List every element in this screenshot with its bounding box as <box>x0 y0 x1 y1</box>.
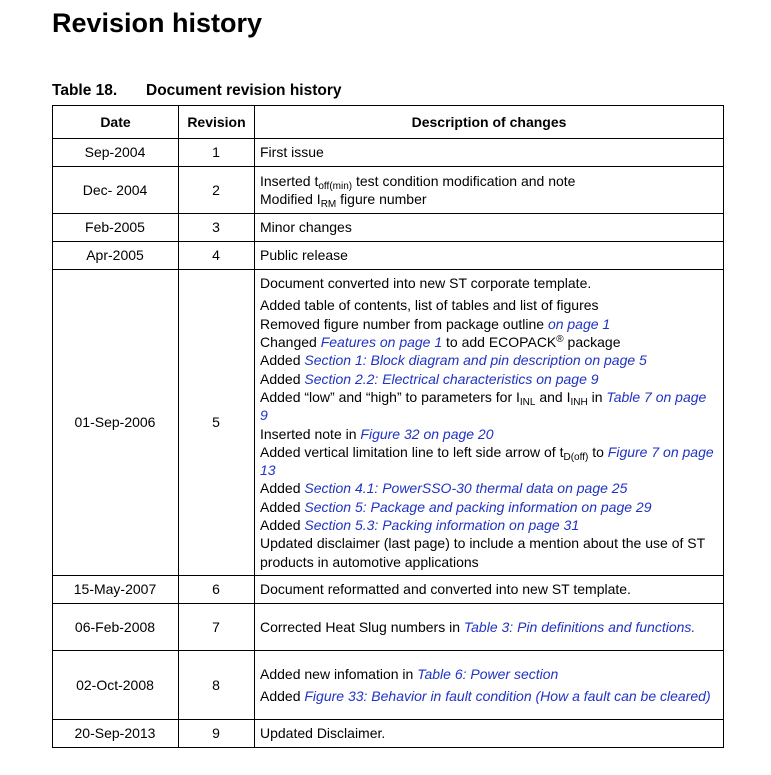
revision-description <box>255 242 724 270</box>
change-text: and I <box>535 388 571 405</box>
table-row <box>53 242 724 270</box>
change-text: Updated Disclaimer. <box>260 725 386 742</box>
revision-number: 8 <box>179 651 255 720</box>
change-text: in <box>587 388 607 405</box>
table-row <box>53 214 724 242</box>
revision-description <box>255 167 724 214</box>
cross-reference-link[interactable]: Table 7 on page 9 <box>260 388 707 424</box>
subscript-text: off(min) <box>318 180 353 192</box>
change-text: to <box>588 443 608 460</box>
change-item <box>260 425 717 443</box>
change-text: Document converted into new ST corporate template. <box>260 275 592 292</box>
table-row <box>53 720 724 748</box>
cross-reference-link[interactable]: on page 1 <box>547 315 611 332</box>
superscript-text: ® <box>556 334 564 346</box>
change-text: First issue <box>260 144 324 161</box>
change-item <box>260 618 717 636</box>
subscript-text: INH <box>570 396 588 408</box>
change-item <box>260 143 717 161</box>
change-text: Added <box>260 498 305 515</box>
revision-number: 7 <box>179 604 255 651</box>
revision-date: Apr-2005 <box>53 242 179 270</box>
change-item <box>260 218 717 236</box>
change-text: Modified I <box>260 191 321 207</box>
revision-description <box>255 720 724 748</box>
revision-number: 9 <box>179 720 255 748</box>
revision-number: 6 <box>179 576 255 604</box>
change-text: Added vertical limitation line to left side arrow of t <box>260 443 564 460</box>
page-title: Revision history <box>52 8 263 38</box>
cross-reference-link[interactable]: Table 6: Power section <box>417 665 559 682</box>
change-text: Added <box>260 370 305 387</box>
change-item <box>260 190 717 208</box>
change-text: to add ECOPACK <box>442 334 557 351</box>
revision-date: Feb-2005 <box>53 214 179 242</box>
change-item <box>260 580 717 598</box>
change-text: Public release <box>260 247 348 264</box>
change-item <box>260 274 717 292</box>
subscript-text: INL <box>519 396 536 408</box>
change-text: Changed <box>260 334 321 351</box>
revision-date: 20-Sep-2013 <box>53 720 179 748</box>
change-text: Added table of contents, list of tables and list of figures <box>260 297 599 314</box>
table-row <box>53 270 724 576</box>
change-text: Added <box>260 516 305 533</box>
change-text: Document reformatted and converted into new ST template. <box>260 581 631 598</box>
revision-number: 4 <box>179 242 255 270</box>
header-date: Date <box>53 106 179 139</box>
revision-description <box>255 214 724 242</box>
header-description: Description of changes <box>255 106 724 139</box>
revision-description <box>255 651 724 720</box>
table-body <box>53 139 724 748</box>
change-text: test condition modification and note <box>352 172 576 189</box>
change-text: Removed figure number from package outline <box>260 315 548 332</box>
change-item <box>260 498 717 516</box>
change-text: Added <box>260 352 305 369</box>
revision-description <box>255 139 724 167</box>
revision-date: 01-Sep-2006 <box>53 270 179 576</box>
cross-reference-link[interactable]: Section 2.2: Electrical characteristics on page 9 <box>304 370 599 387</box>
revision-date: Sep-2004 <box>53 139 179 167</box>
change-text: Added “low” and “high” to parameters for I <box>260 388 520 405</box>
revision-history-table <box>52 105 724 748</box>
table-caption <box>52 82 342 100</box>
change-item <box>260 479 717 497</box>
revision-date: 02-Oct-2008 <box>53 651 179 720</box>
revision-number: 2 <box>179 167 255 214</box>
table-number: Table 18. <box>52 82 118 99</box>
change-item <box>260 687 717 705</box>
change-text: Inserted t <box>260 172 319 189</box>
change-item <box>260 534 717 571</box>
revision-date: 06-Feb-2008 <box>53 604 179 651</box>
table-row <box>53 139 724 167</box>
revision-date: 15-May-2007 <box>53 576 179 604</box>
change-text: Minor changes <box>260 219 352 236</box>
subscript-text: D(off) <box>563 451 589 463</box>
cross-reference-link[interactable]: Section 5: Package and packing information on page 29 <box>304 498 652 515</box>
cross-reference-link[interactable]: Features on page 1 <box>320 334 443 351</box>
change-item <box>260 246 717 264</box>
table-row <box>53 604 724 651</box>
change-item <box>260 388 717 425</box>
cross-reference-link[interactable]: Figure 7 on page 13 <box>260 443 714 479</box>
revision-description <box>255 604 724 651</box>
change-item <box>260 315 717 333</box>
change-text: figure number <box>336 191 427 207</box>
change-item <box>260 172 717 190</box>
cross-reference-link[interactable]: Figure 33: Behavior in fault condition (How a fault can be cleared) <box>304 688 711 704</box>
revision-date: Dec- 2004 <box>53 167 179 214</box>
table-row <box>53 576 724 604</box>
revision-number: 3 <box>179 214 255 242</box>
change-item <box>260 724 717 742</box>
change-text: Added <box>260 688 305 704</box>
table-row <box>53 167 724 214</box>
revision-description <box>255 270 724 576</box>
change-text: Added new infomation in <box>260 665 418 682</box>
change-item <box>260 333 717 351</box>
change-text: Inserted note in <box>260 425 361 442</box>
header-revision: Revision <box>179 106 255 139</box>
change-text: Corrected Heat Slug numbers in <box>260 618 464 635</box>
table-header-row <box>53 106 724 139</box>
change-text: package <box>563 334 621 351</box>
change-text: Updated disclaimer (last page) to include a mention about the use of ST products in automotive applications <box>260 535 705 570</box>
change-item <box>260 351 717 369</box>
subscript-text: RM <box>320 199 337 210</box>
revision-number: 1 <box>179 139 255 167</box>
revision-number: 5 <box>179 270 255 576</box>
change-item <box>260 443 717 480</box>
table-row <box>53 651 724 720</box>
cross-reference-link[interactable]: Figure 32 on page 20 <box>360 425 494 442</box>
cross-reference-link[interactable]: Section 5.3: Packing information on page 31 <box>304 516 580 533</box>
change-item <box>260 370 717 388</box>
cross-reference-link[interactable]: Section 4.1: PowerSSO-30 thermal data on page 25 <box>304 480 628 497</box>
change-text: Added <box>260 480 305 497</box>
change-item <box>260 665 717 683</box>
table-title: Document revision history <box>146 82 342 99</box>
revision-description <box>255 576 724 604</box>
change-item <box>260 296 717 314</box>
cross-reference-link[interactable]: Table 3: Pin definitions and functions. <box>463 618 696 635</box>
change-item <box>260 516 717 534</box>
cross-reference-link[interactable]: Section 1: Block diagram and pin description on page 5 <box>304 352 647 369</box>
